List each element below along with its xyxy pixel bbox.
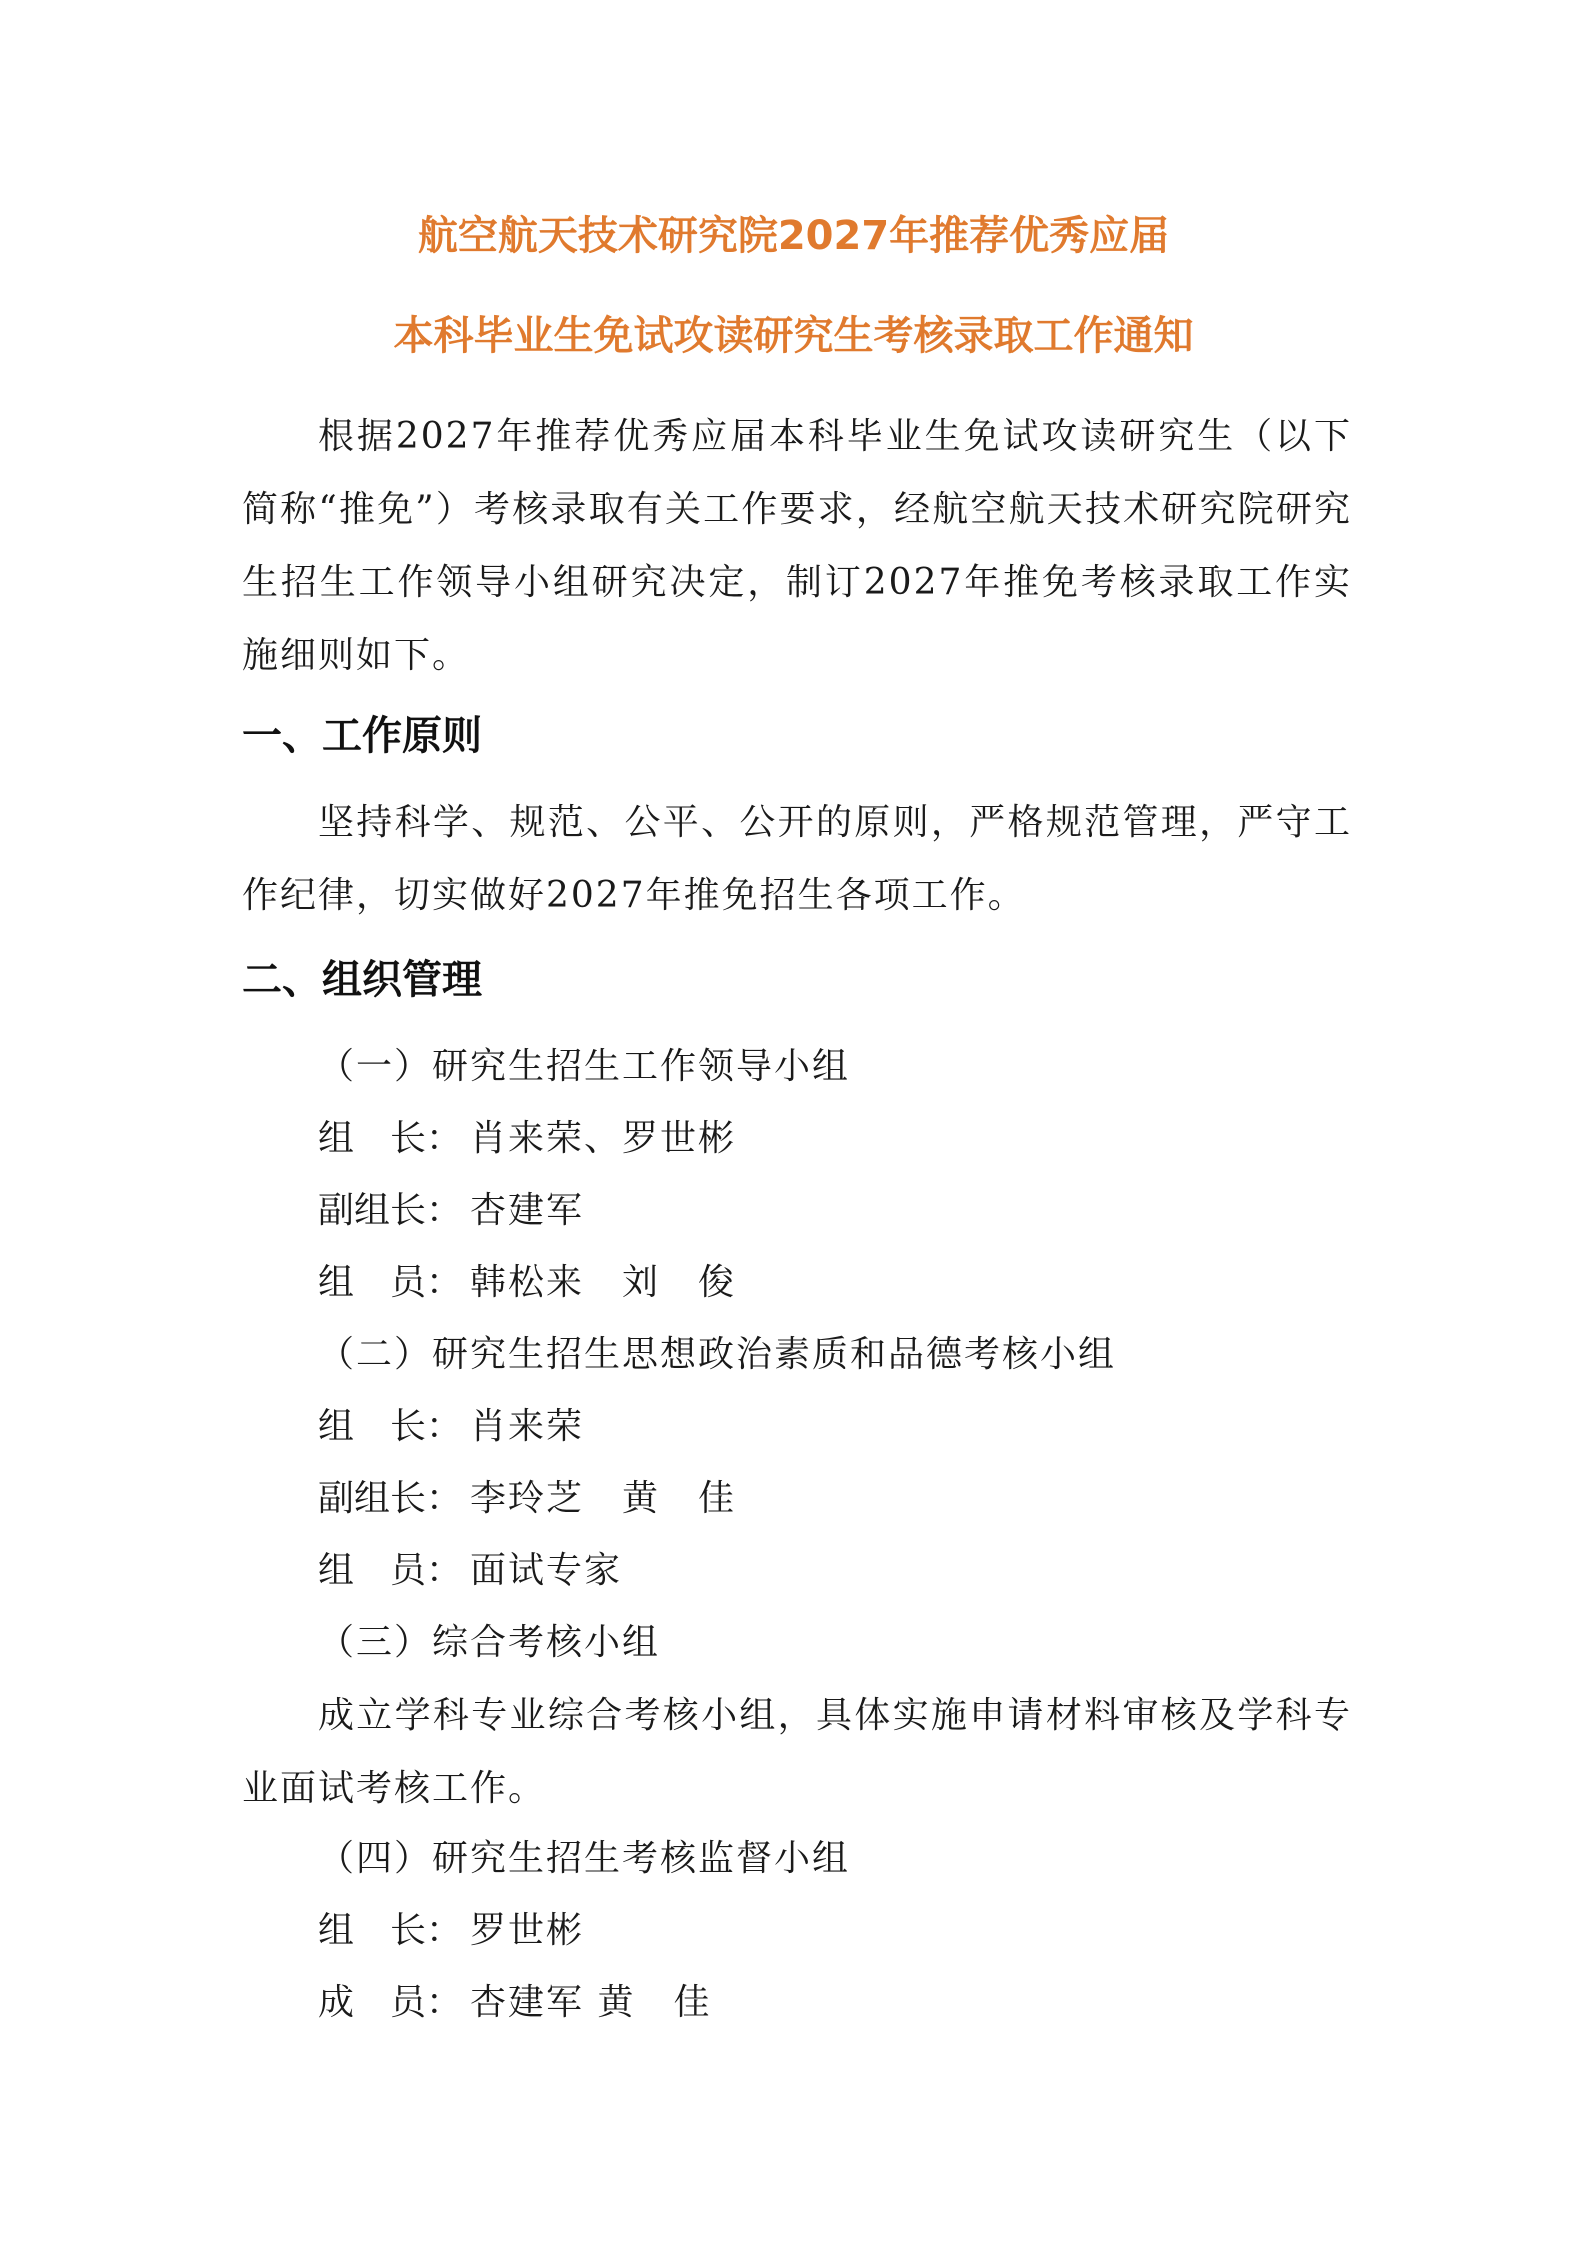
group2-member-label: 组 员： <box>318 1550 463 1591</box>
group1-deputy-row <box>318 1186 1428 1236</box>
group2-leader-label: 组 长： <box>318 1406 463 1447</box>
group1-leader-row <box>318 1114 1428 1164</box>
group3-body: 成立学科专业综合考核小组，具体实施申请材料审核及学科专业面试考核工作。 <box>242 1695 1352 1809</box>
group1-leader-value: 肖来荣、罗世彬 <box>470 1118 737 1159</box>
section2-heading: 二、组织管理 <box>242 957 482 1003</box>
group2-leader-row <box>318 1402 1428 1452</box>
group4-title: （四）研究生招生考核监督小组 <box>318 1838 851 1879</box>
title-line-1: 航空航天技术研究院2027年推荐优秀应届 <box>417 213 1170 259</box>
section1-heading: 一、工作原则 <box>242 713 482 759</box>
group1-member-label: 组 员： <box>318 1262 463 1303</box>
group3-title: （三）综合考核小组 <box>318 1622 661 1663</box>
group1-deputy-value: 杏建军 <box>470 1190 585 1231</box>
group4-member-value: 杏建军 黄 佳 <box>470 1982 712 2023</box>
group4-leader-row <box>318 1906 1428 1956</box>
group4-member-label: 成 员： <box>318 1982 463 2023</box>
group2-member-row <box>318 1546 1428 1596</box>
group1-member-row <box>318 1258 1428 1308</box>
group2-leader-value: 肖来荣 <box>470 1406 585 1447</box>
group1-leader-label: 组 长： <box>318 1118 463 1159</box>
group2-deputy-label: 副组长： <box>318 1478 463 1519</box>
group2-title: （二）研究生招生思想政治素质和品德考核小组 <box>318 1334 1117 1375</box>
group1-member-value: 韩松来 刘 俊 <box>470 1262 737 1303</box>
intro-paragraph: 根据2027年推荐优秀应届本科毕业生免试攻读研究生（以下简称“推免”）考核录取有关工作要求，经航空航天技术研究院研究生招生工作领导小组研究决定，制订2027年推免考核录取工作实施细则如下。 <box>242 416 1352 676</box>
title-line-2: 本科毕业生免试攻读研究生考核录取工作通知 <box>393 313 1194 359</box>
group4-leader-value: 罗世彬 <box>470 1910 585 1951</box>
group1-title: （一）研究生招生工作领导小组 <box>318 1046 851 1087</box>
section1-body: 坚持科学、规范、公平、公开的原则，严格规范管理，严守工作纪律，切实做好2027年推免招生各项工作。 <box>242 802 1352 916</box>
group2-member-value: 面试专家 <box>470 1550 623 1591</box>
group4-member-row <box>318 1978 1428 2028</box>
group2-deputy-value: 李玲芝 黄 佳 <box>470 1478 737 1519</box>
group4-leader-label: 组 长： <box>318 1910 463 1951</box>
group1-deputy-label: 副组长： <box>318 1190 463 1231</box>
group2-deputy-row <box>318 1474 1428 1524</box>
